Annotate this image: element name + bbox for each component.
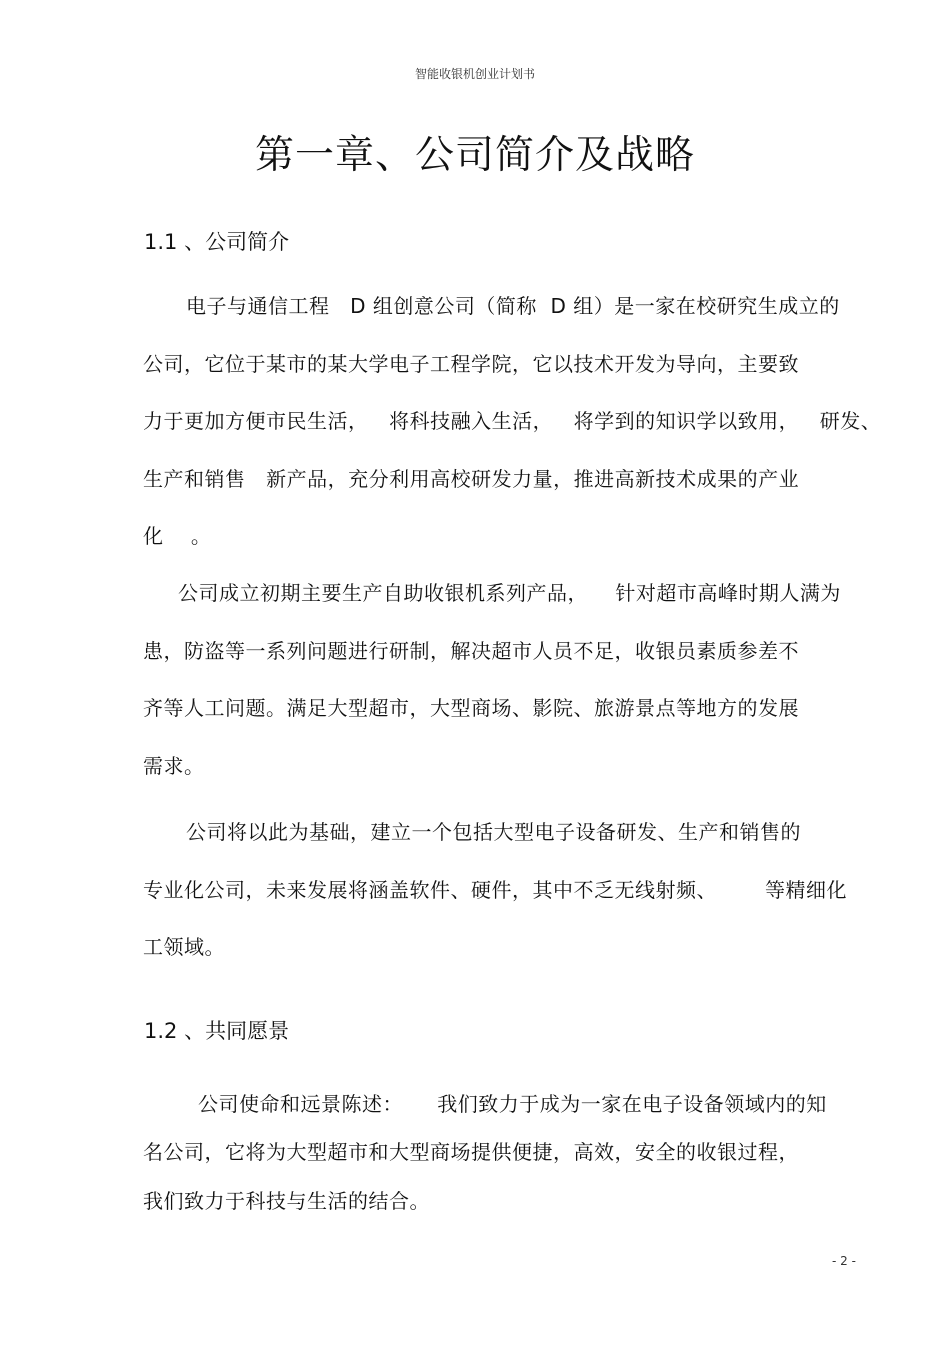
paragraph-line: 公司将以此为基础，建立一个包括大型电子设备研发、生产和销售的	[186, 820, 801, 844]
paragraph-line: 需求。	[143, 754, 205, 778]
paragraph-line: 化 。	[143, 524, 212, 548]
paragraph-line: 公司成立初期主要生产自助收银机系列产品， 针对超市高峰时期人满为	[178, 581, 841, 605]
section-heading-1-2: 1.2 、共同愿景	[144, 1019, 290, 1043]
paragraph-line: 力于更加方便市民生活， 将科技融入生活， 将学到的知识学以致用， 研发、	[143, 409, 882, 433]
paragraph-line: 公司，它位于某市的某大学电子工程学院，它以技术开发为导向，主要致	[143, 352, 799, 376]
section-heading-1-1: 1.1 、公司简介	[144, 230, 290, 254]
page-header: 智能收银机创业计划书	[414, 67, 535, 81]
paragraph-line: 患，防盗等一系列问题进行研制，解决超市人员不足，收银员素质参差不	[143, 639, 799, 663]
paragraph-line: 齐等人工问题。满足大型超市，大型商场、影院、旅游景点等地方的发展	[143, 696, 799, 720]
paragraph-line: 专业化公司，未来发展将涵盖软件、硬件，其中不乏无线射频、 等精细化	[143, 878, 848, 902]
page-number: - 2 -	[832, 1254, 856, 1268]
chapter-title: 第一章、公司简介及战略	[254, 133, 695, 178]
paragraph-line: 工领域。	[143, 935, 225, 959]
paragraph-line: 名公司，它将为大型超市和大型商场提供便捷，高效，安全的收银过程，	[143, 1140, 799, 1164]
paragraph-line: 我们致力于科技与生活的结合。	[143, 1189, 430, 1213]
paragraph-line: 公司使命和远景陈述： 我们致力于成为一家在电子设备领域内的知	[198, 1092, 827, 1116]
paragraph-line: 电子与通信工程 D 组创意公司（简称 D 组）是一家在校研究生成立的	[186, 294, 840, 318]
paragraph-line: 生产和销售 新产品，充分利用高校研发力量，推进高新技术成果的产业	[143, 467, 800, 491]
